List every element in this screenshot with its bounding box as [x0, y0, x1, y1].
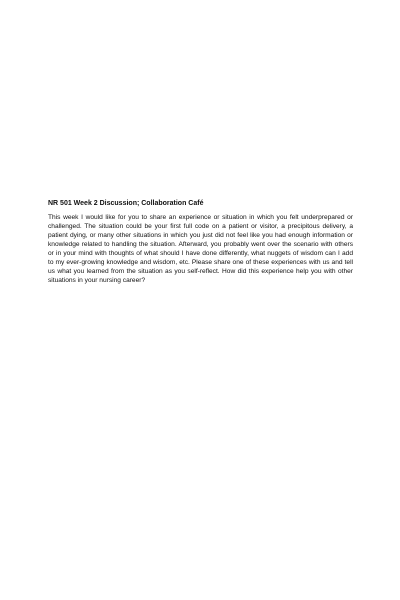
document-content: [48, 199, 353, 285]
document-body-paragraph: This week I would like for you to share an experience or situation in which you felt underprepared or challenged. The situation could be your first full code on a patient or visitor, a precipitous delivery, a patient dying, or many other situations in which you just did not feel like you had enough information or knowledge related to handling the situation. Afterward, you probably went over the scenario with others or in your mind with thoughts of what should I have done differently, what nuggets of wisdom can I add to my ever-growing knowledge and wisdom, etc. Please share one of these experiences with us and tell us what you learned from the situation as you self-reflect. How did this experience help you with other situations in your nursing career?: [48, 214, 353, 284]
document-title: NR 501 Week 2 Discussion; Collaboration Café: [48, 200, 204, 207]
